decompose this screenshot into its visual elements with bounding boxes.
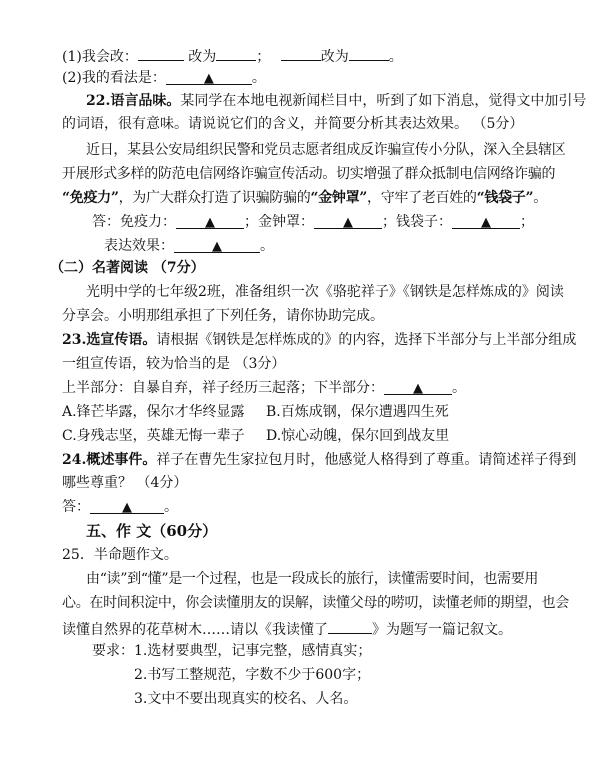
q24-answer-line: 答： ▲ 。 <box>62 499 178 515</box>
q22-answer-line: 答：免疫力： ▲ ；金钟罩： ▲ ；钱袋子： ▲ ； <box>92 214 534 230</box>
q22-prompt-line-1: 22.语言品味。某同学在本地电视新闻栏目中，听到了如下消息，觉得文中加引号 <box>86 93 587 109</box>
q22-effect-line: 表达效果： ▲ 。 <box>104 238 274 254</box>
answer-blank[interactable] <box>384 378 452 395</box>
q24-prompt-line-2: 哪些尊重？ （4分） <box>62 475 188 491</box>
triangle-marker-icon: ▲ <box>122 500 132 515</box>
triangle-marker-icon: ▲ <box>212 239 222 254</box>
answer-blank[interactable] <box>138 44 184 61</box>
q22-prompt-line-2: 的词语，很有意味。请说说它们的含义，并简要分析其表达效果。 （5分） <box>62 116 524 132</box>
q23-option-d[interactable]: D.惊心动魄，保尔回到战友里 <box>266 428 450 444</box>
q23-option-b[interactable]: B.百炼成钢，保尔遭遇四生死 <box>266 404 449 420</box>
answer-blank[interactable] <box>166 68 252 85</box>
triangle-marker-icon: ▲ <box>481 215 491 230</box>
q25-para-line-3: 读懂自然界的花草树木……请以《我读懂了 》为题写一篇记叙文。 <box>62 617 512 640</box>
q24-prompt-line-1: 24.概述事件。祥子在曹先生家拉包月时，他感觉人格得到了尊重。请简述祥子得到 <box>62 452 577 468</box>
q22-news-line-3: “免疫力”，为广大群众打造了识骗防骗的“金钟罩”，守牢了老百姓的“钱袋子”。 <box>62 190 547 206</box>
answer-blank[interactable] <box>90 497 164 514</box>
q22-news-line-1: 近日，某县公安局组织民警和党员志愿者组成反诈骗宣传小分队，深入全县辖区 <box>86 142 566 158</box>
q25-requirement-1: 要求：1.选材要典型，记事完整，感情真实； <box>92 643 372 659</box>
section-2-heading: （二）名著阅读 （7分） <box>50 260 205 276</box>
section-5-heading: 五、作 文（60分） <box>86 522 218 540</box>
q23-prompt-line-1: 23.选宣传语。请根据《钢铁是怎样炼成的》的内容，选择下半部分与上半部分组成 <box>62 332 577 348</box>
q23-prompt-line-2: 一组宣传语，较为恰当的是 （3分） <box>62 356 286 372</box>
q23-option-a[interactable]: A.锋芒毕露，保尔才华终显露 <box>62 404 245 420</box>
quoted-term: “钱袋子” <box>476 190 534 206</box>
quoted-term: “金钟罩” <box>310 190 368 206</box>
answer-blank[interactable] <box>452 212 520 229</box>
title-blank[interactable] <box>328 617 372 634</box>
triangle-marker-icon: ▲ <box>205 215 215 230</box>
quoted-term: “免疫力” <box>62 190 119 206</box>
answer-blank[interactable] <box>176 212 244 229</box>
triangle-marker-icon: ▲ <box>413 381 423 396</box>
triangle-marker-icon: ▲ <box>203 71 214 86</box>
q25-requirement-2: 2.书写工整规范，字数不少于600字； <box>134 667 371 683</box>
q23-title: 23.选宣传语。 <box>62 332 157 348</box>
answer-blank[interactable] <box>281 44 321 61</box>
section-2-intro-line-2: 分享会。小明那组承担了下列任务，请你协助完成。 <box>62 308 384 324</box>
answer-blank[interactable] <box>174 236 260 253</box>
q24-title: 24.概述事件。 <box>62 452 157 468</box>
answer-blank[interactable] <box>349 44 389 61</box>
q25-requirement-3: 3.文中不要出现真实的校名、人名。 <box>134 691 358 707</box>
q25-title: 25．半命题作文。 <box>62 547 178 563</box>
q25-para-line-2: 心。在时间积淀中，你会读懂朋友的误解，读懂父母的唠叨，读懂老师的期望，也会 <box>62 595 569 611</box>
q23-option-c[interactable]: C.身残志坚，英雄无悔一辈子 <box>62 428 245 444</box>
triangle-marker-icon: ▲ <box>343 215 353 230</box>
q22-news-line-2: 开展形式多样的防范电信网络诈骗宣传活动。切实增强了群众抵制电信网络诈骗的 <box>62 166 556 182</box>
answer-blank[interactable] <box>216 44 256 61</box>
section-2-intro-line-1: 光明中学的七年级2班，准备组织一次《骆驼祥子》《钢铁是怎样炼成的》阅读 <box>86 284 564 300</box>
q22-title: 22.语言品味。 <box>86 93 181 109</box>
q25-para-line-1: 由“读”到“懂”是一个过程，也是一段成长的旅行，读懂需要时间，也需要用 <box>86 571 539 587</box>
q23-upper-line: 上半部分：自暴自弃，祥子经历三起落；下半部分： ▲ 。 <box>62 380 466 396</box>
answer-blank[interactable] <box>314 212 382 229</box>
q21-line-1: (1)我会改： 改为 ； 改为 。 <box>62 44 403 67</box>
q21-line-2: (2)我的看法是： ▲ 。 <box>62 70 266 86</box>
